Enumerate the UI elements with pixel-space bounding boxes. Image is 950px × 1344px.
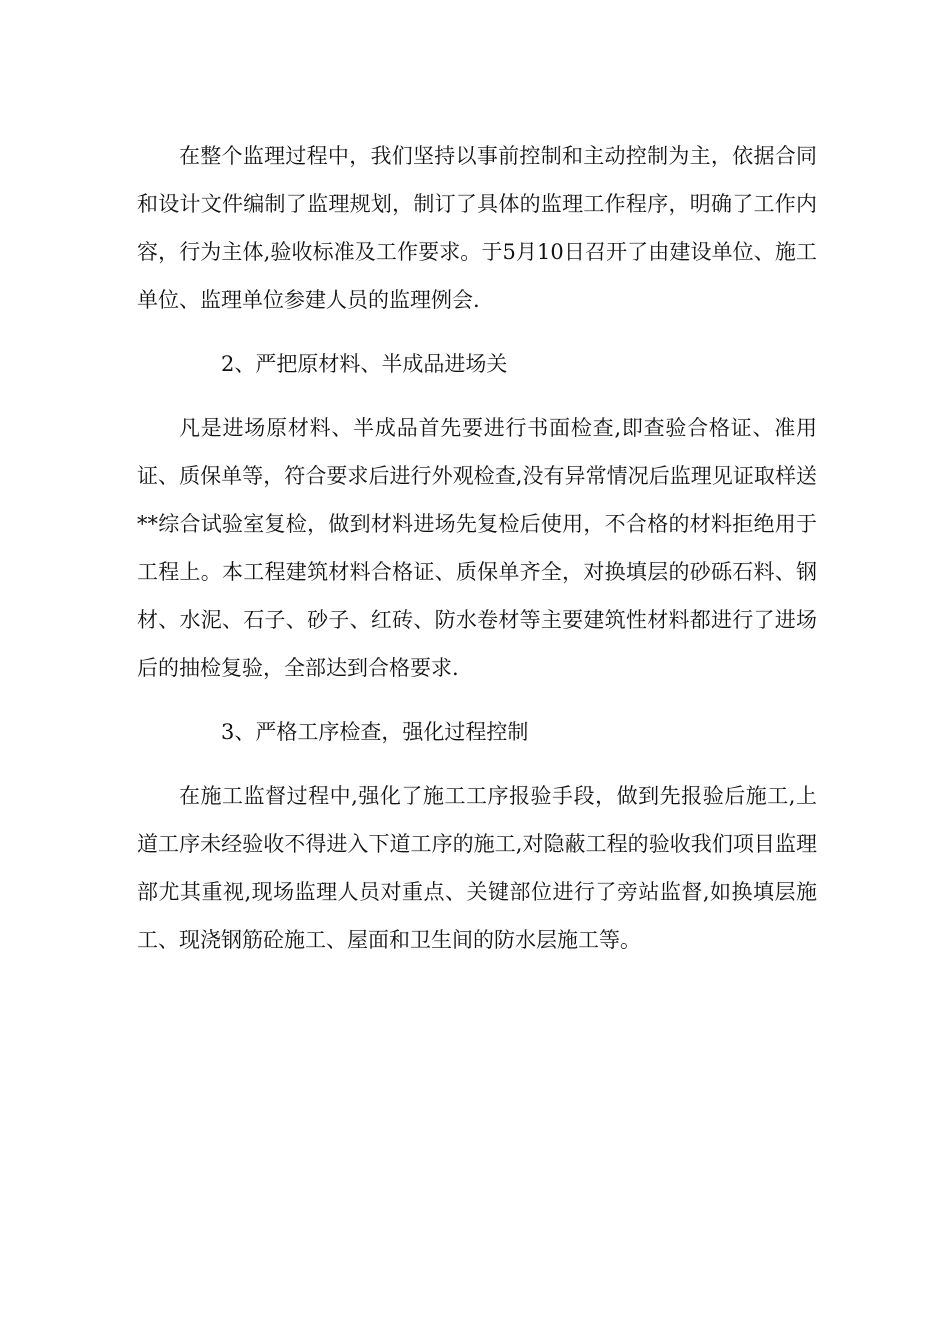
paragraph-process-supervision: 在施工监督过程中,强化了施工工序报验手段，做到先报验后施工,上道工序未经验收不得进入下道工序的施工,对隐蔽工程的验收我们项目监理部尤其重视,现场监理人员对重点、关键部位进行了旁站监督,如换填层施工、现浇钢筋砼施工、屋面和卫生间的防水层施工等。 <box>137 784 817 952</box>
document-body <box>137 132 817 964</box>
paragraph-gap <box>137 692 817 708</box>
paragraph-gap <box>137 324 817 340</box>
section-heading-materials: 2、严把原材料、半成品进场关 <box>221 352 508 376</box>
paragraph-gap <box>137 756 817 772</box>
paragraph-gap <box>137 388 817 404</box>
section-heading-process-control: 3、严格工序检查，强化过程控制 <box>221 720 529 744</box>
paragraph-materials-inspection: 凡是进场原材料、半成品首先要进行书面检查,即查验合格证、准用证、质保单等，符合要求后进行外观检查,没有异常情况后监理见证取样送**综合试验室复检，做到材料进场先复检后使用，不合格的材料拒绝用于工程上。本工程建筑材料合格证、质保单齐全，对换填层的砂砾石料、钢材、水泥、石子、砂子、红砖、防水卷材等主要建筑性材料都进行了进场后的抽检复验，全部达到合格要求. <box>137 416 817 680</box>
paragraph-supervision-planning: 在整个监理过程中，我们坚持以事前控制和主动控制为主，依据合同和设计文件编制了监理规划，制订了具体的监理工作程序，明确了工作内容，行为主体,验收标准及工作要求。于5月10日召开了由建设单位、施工单位、监理单位参建人员的监理例会. <box>137 144 817 312</box>
